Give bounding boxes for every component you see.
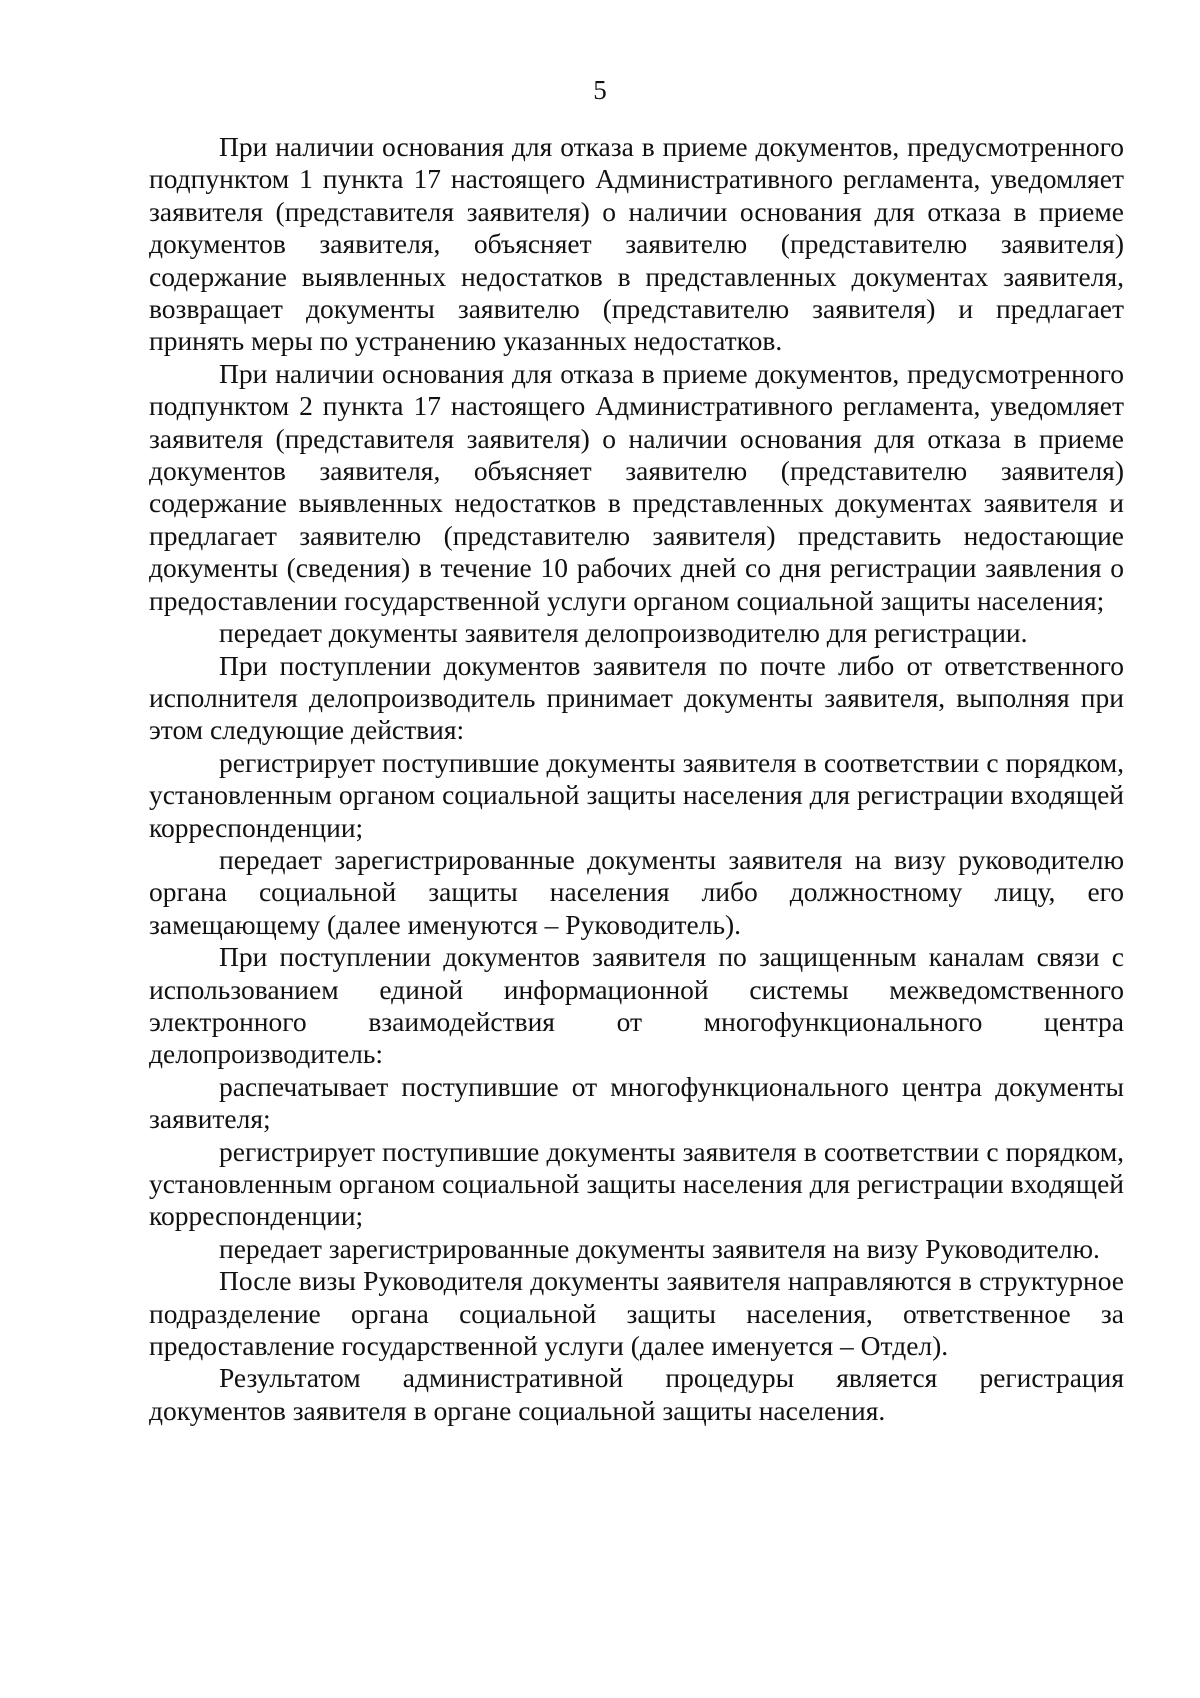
paragraph-transfer-to-head: передает зарегистрированные документы заявителя на визу руководителю органа социальной защиты населения либо должностному лицу, его замещающему (далее именуются – Руководитель).	[149, 843, 1124, 940]
paragraph-after-visa: После визы Руководителя документы заявителя направляются в структурное подразделение органа социальной защиты населения, ответственное за предоставление государственной услуги (далее именуется – Отдел).	[149, 1265, 1124, 1362]
paragraph-register-documents: регистрирует поступившие документы заявителя в соответствии с порядком, установленным органом социальной защиты населения для регистрации входящей корреспонденции;	[149, 746, 1124, 843]
paragraph-register-mfc-documents: регистрирует поступившие документы заявителя в соответствии с порядком, установленным органом социальной защиты населения для регистрации входящей корреспонденции;	[149, 1135, 1124, 1232]
paragraph-refusal-subitem-1: При наличии основания для отказа в приеме документов, предусмотренного подпунктом 1 пункта 17 настоящего Административного регламента, уведомляет заявителя (представителя заявителя) о наличии основания для отказа в приеме документов заявителя, объясняет заявителю (представителю заявителя) содержание выявленных недостатков в представленных документах заявителя, возвращает документы заявителю (представителю заявителя) и предлагает принять меры по устранению указанных недостатков.	[149, 131, 1124, 357]
paragraph-secure-channel-receipt: При поступлении документов заявителя по защищенным каналам связи с использованием единой информационной системы межведомственного электронного взаимодействия от многофункционального центра делопроизводитель:	[149, 941, 1124, 1070]
page-number: 5	[593, 75, 607, 105]
paragraph-procedure-result: Результатом административной процедуры является регистрация документов заявителя в органе социальной защиты населения.	[149, 1362, 1124, 1426]
paragraph-transfer-to-clerk: передает документы заявителя делопроизводителю для регистрации.	[219, 617, 1028, 649]
document-body	[149, 131, 1124, 1427]
paragraph-refusal-subitem-2: При наличии основания для отказа в приеме документов, предусмотренного подпунктом 2 пункта 17 настоящего Административного регламента, уведомляет заявителя (представителя заявителя) о наличии основания для отказа в приеме документов заявителя, объясняет заявителю (представителю заявителя) содержание выявленных недостатков в представленных документах заявителя и предлагает заявителю (представителю заявителя) представить недостающие документы (сведения) в течение 10 рабочих дней со дня регистрации заявления о предоставлении государственной услуги органом социальной защиты населения;	[149, 357, 1124, 616]
paragraph-postal-receipt: При поступлении документов заявителя по почте либо от ответственного исполнителя делопроизводитель принимает документы заявителя, выполняя при этом следующие действия:	[149, 649, 1124, 746]
paragraph-transfer-for-visa: передает зарегистрированные документы заявителя на визу Руководителю.	[219, 1232, 1100, 1264]
paragraph-print-documents: распечатывает поступившие от многофункционального центра документы заявителя;	[149, 1070, 1124, 1135]
